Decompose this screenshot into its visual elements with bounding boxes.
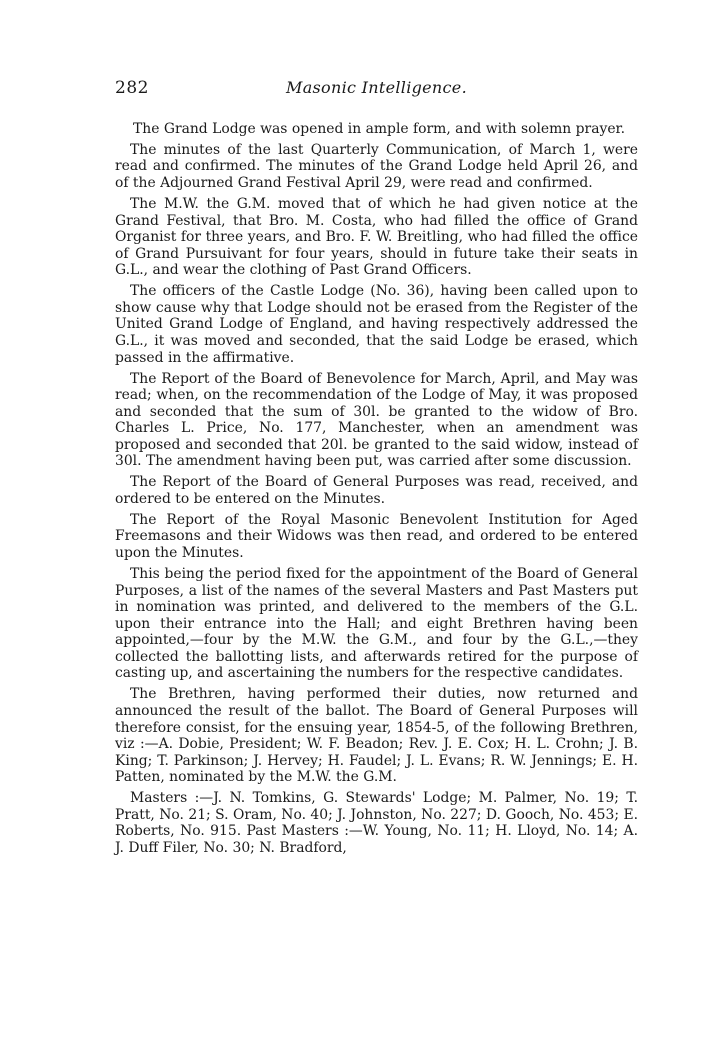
page-header <box>115 78 638 108</box>
page-number: 282 <box>115 78 149 98</box>
paragraph: The Report of the Royal Masonic Benevolent Institution for Aged Freemasons and their Widows was then read, and ordered to be entered upon the Minutes. <box>115 511 638 562</box>
article-body <box>115 121 638 861</box>
paragraph: The Report of the Board of Benevolence for March, April, and May was read; when, on the recommendation of the Lodge of May, it was proposed and seconded that the sum of 30l. be granted to the widow of Bro. Charles L. Price, No. 177, Manchester, when an amendment was proposed and seconded that 20l. be granted to the said widow, instead of 30l. The amendment having been put, was carried after some discussion. <box>115 370 638 470</box>
paragraph: The Brethren, having performed their duties, now returned and announced the result of the ballot. The Board of General Purposes will therefore consist, for the ensuing year, 1854-5, of the following Brethren, viz :—A. Dobie, President; W. F. Beadon; Rev. J. E. Cox; H. L. Crohn; J. B. King; T. Parkinson; J. Hervey; H. Faudel; J. L. Evans; R. W. Jennings; E. H. Patten, nominated by the M.W. the G.M. <box>115 686 638 786</box>
paragraph: The officers of the Castle Lodge (No. 36), having been called upon to show cause why that Lodge should not be erased from the Register of the United Grand Lodge of England, and having respectively addressed the G.L., it was moved and seconded, that the said Lodge be erased, which passed in the affirmative. <box>115 283 638 366</box>
paragraph: The minutes of the last Quarterly Communication, of March 1, were read and confirmed. The minutes of the Grand Lodge held April 26, and of the Adjourned Grand Festival April 29, were read and confirmed. <box>115 141 638 192</box>
paragraph: The Grand Lodge was opened in ample form, and with solemn prayer. <box>133 121 626 137</box>
paragraph: Masters :—J. N. Tomkins, G. Stewards' Lodge; M. Palmer, No. 19; T. Pratt, No. 21; S. Oram, No. 40; J. Johnston, No. 227; D. Gooch, No. 453; E. Roberts, No. 915. Past Masters :—W. Young, No. 11; H. Lloyd, No. 14; A. J. Duff Filer, No. 30; N. Bradford, <box>115 790 638 857</box>
paragraph: This being the period fixed for the appointment of the Board of General Purposes, a list of the names of the several Masters and Past Masters put in nomination was printed, and delivered to the members of the G.L. upon their entrance into the Hall; and eight Brethren having been appointed,—four by the M.W. the G.M., and four by the G.L.,—they collected the ballotting lists, and afterwards retired for the purpose of casting up, and ascertaining the numbers for the respective candidates. <box>115 565 638 682</box>
paragraph: The Report of the Board of General Purposes was read, received, and ordered to be entered on the Minutes. <box>115 474 638 507</box>
running-title: Masonic Intelligence. <box>286 78 467 97</box>
paragraph: The M.W. the G.M. moved that of which he had given notice at the Grand Festival, that Bro. M. Costa, who had filled the office of Grand Organist for three years, and Bro. F. W. Breitling, who had filled the office of Grand Pursuivant for four years, should in future take their seats in G.L., and wear the clothing of Past Grand Officers. <box>115 195 638 279</box>
